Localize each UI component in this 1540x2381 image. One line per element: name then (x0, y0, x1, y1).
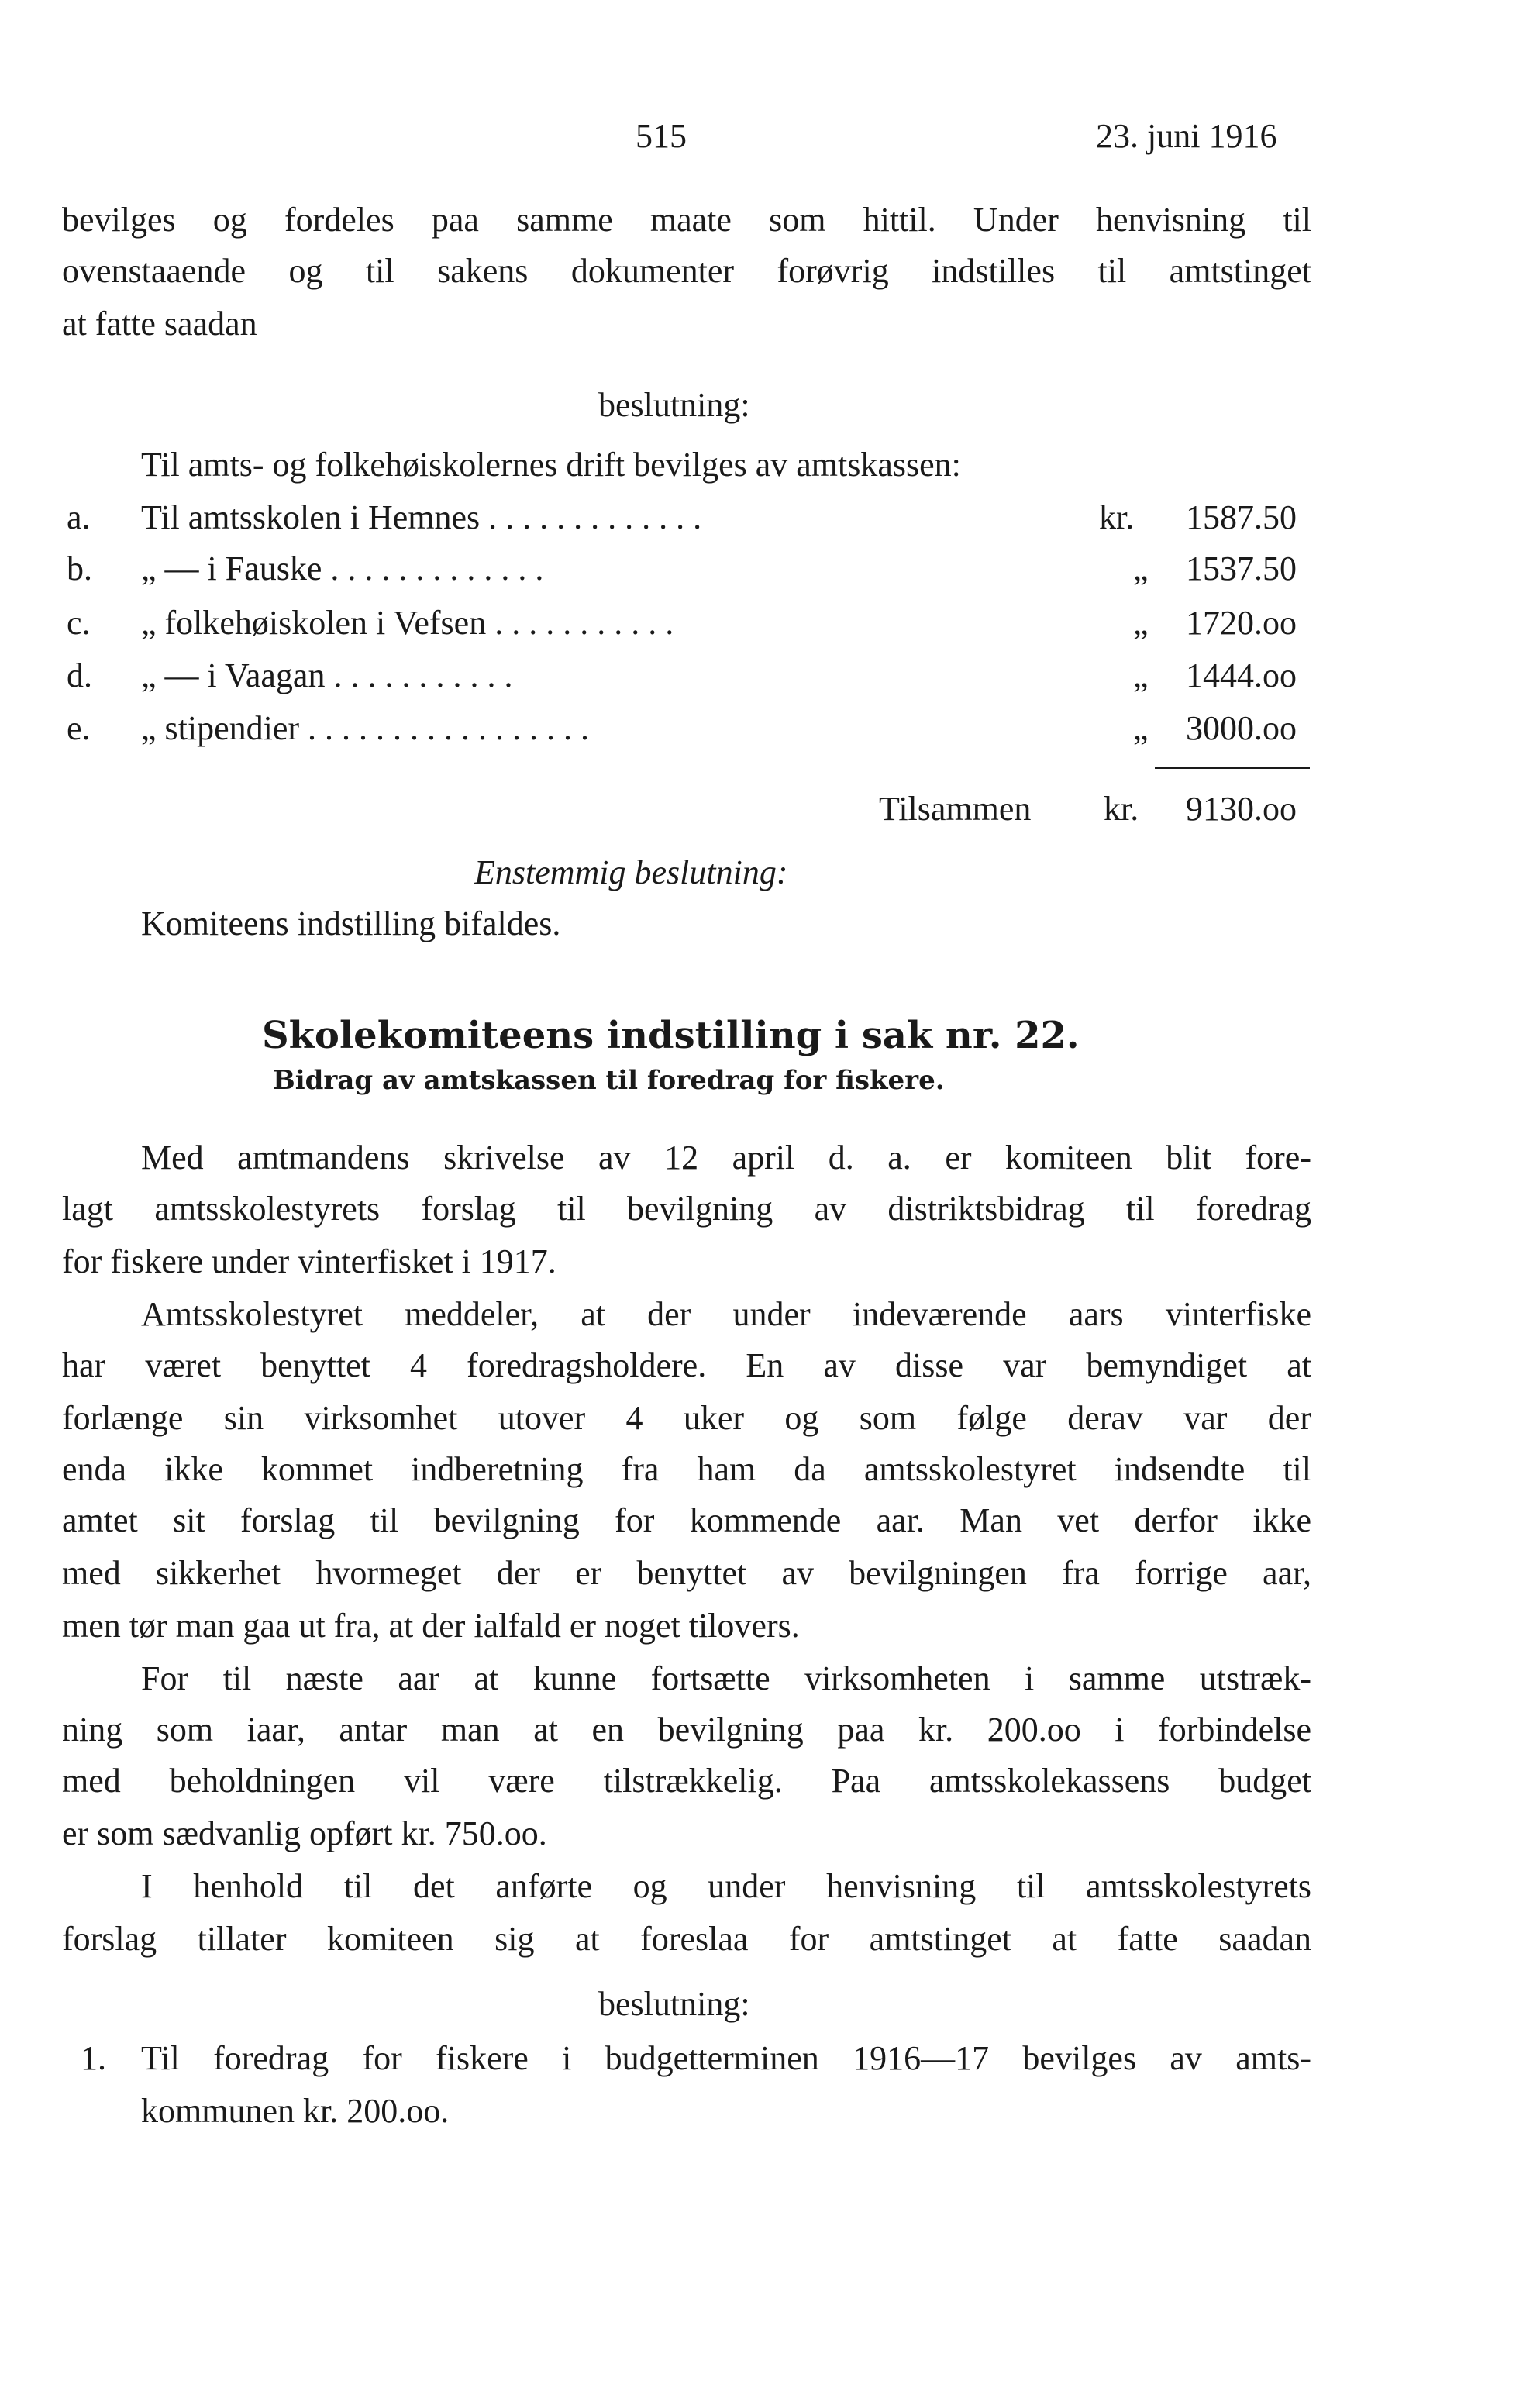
row-unit: „ (1133, 709, 1149, 747)
unanimous-text: Komiteens indstilling bifaldes. (141, 905, 561, 942)
row-amount: 1537.50 (1186, 550, 1297, 587)
section-subtitle: Bidrag av amtskassen til foredrag for fiskere. (273, 1065, 945, 1096)
row-amount: 3000.oo (1186, 709, 1297, 747)
para1-line: Med amtmandens skrivelse av 12 april d. a. er komiteen blit fore- (141, 1139, 1311, 1177)
para3-line: med beholdningen vil være tilstrækkelig. Paa amtsskolekassens budget (62, 1762, 1311, 1800)
row-unit: „ (1133, 550, 1149, 587)
para1-line: for fiskere under vinterfisket i 1917. (62, 1242, 556, 1280)
para2-line: har været benyttet 4 foredragsholdere. En av disse var bemyndiget at (62, 1346, 1311, 1384)
total-amount: 9130.oo (1186, 790, 1297, 828)
intro-line: at fatte saadan (62, 305, 257, 343)
para3-line: er som sædvanlig opført kr. 750.oo. (62, 1814, 547, 1852)
para2-line: men tør man gaa ut fra, at der ialfald er noget tilovers. (62, 1607, 800, 1645)
para1-line: lagt amtsskolestyrets forslag til bevilgning av distriktsbidrag til foredrag (62, 1190, 1311, 1228)
total-unit: kr. (1104, 790, 1139, 828)
para4-line: I henhold til det anførte og under henvisning til amtsskolestyrets (141, 1867, 1311, 1905)
resolution-item-line: kommunen kr. 200.oo. (141, 2092, 450, 2130)
page-date: 23. juni 1916 (1096, 117, 1277, 155)
intro-line: ovenstaaende og til sakens dokumenter forøvrig indstilles til amtstinget (62, 252, 1311, 290)
para3-line: ning som iaar, antar man at en bevilgning paa kr. 200.oo i forbindelse (62, 1711, 1311, 1749)
row-letter: b. (67, 550, 92, 587)
row-unit: kr. (1099, 498, 1135, 536)
row-amount: 1720.oo (1186, 604, 1297, 642)
para2-line: forlænge sin virksomhet utover 4 uker og som følge derav var der (62, 1399, 1311, 1437)
para2-line: amtet sit forslag til bevilgning for kommende aar. Man vet derfor ikke (62, 1501, 1311, 1539)
resolution-lead: Til amts- og folkehøiskolernes drift bevilges av amtskassen: (141, 446, 961, 484)
total-label: Tilsammen (879, 790, 1032, 828)
row-label: „ — i Fauske . . . . . . . . . . . . . (141, 550, 544, 587)
para2-line: Amtsskolestyret meddeler, at der under indeværende aars vinterfiske (141, 1295, 1311, 1333)
intro-line: bevilges og fordeles paa samme maate som hittil. Under henvisning til (62, 201, 1311, 239)
row-letter: d. (67, 656, 92, 694)
para2-line: enda ikke kommet indberetning fra ham da amtsskolestyret indsendte til (62, 1450, 1311, 1488)
row-letter: e. (67, 709, 91, 747)
row-unit: „ (1133, 604, 1149, 642)
row-letter: a. (67, 498, 91, 536)
row-unit: „ (1133, 656, 1149, 694)
para4-line: forslag tillater komiteen sig at foreslaa for amtstinget at fatte saadan (62, 1920, 1311, 1958)
page-number: 515 (636, 117, 687, 155)
row-label: „ stipendier . . . . . . . . . . . . . . . . . (141, 709, 590, 747)
resolution-heading: beslutning: (598, 386, 750, 424)
resolution-item-line: Til foredrag for fiskere i budgetterminen 1916—17 bevilges av amts- (141, 2039, 1311, 2077)
row-label: „ — i Vaagan . . . . . . . . . . . (141, 656, 513, 694)
row-label: „ folkehøiskolen i Vefsen . . . . . . . . . . . (141, 604, 674, 642)
resolution-item-number: 1. (81, 2039, 106, 2077)
row-amount: 1587.50 (1186, 498, 1297, 536)
resolution-heading: beslutning: (598, 1985, 750, 2023)
row-label: Til amtsskolen i Hemnes . . . . . . . . . . . . . (141, 498, 702, 536)
para3-line: For til næste aar at kunne fortsætte virksomheten i samme utstræk- (141, 1659, 1311, 1697)
row-amount: 1444.oo (1186, 656, 1297, 694)
unanimous-title: Enstemmig beslutning: (474, 853, 788, 891)
section-title: Skolekomiteens indstilling i sak nr. 22. (262, 1014, 1080, 1057)
para2-line: med sikkerhet hvormeget der er benyttet av bevilgningen fra forrige aar, (62, 1554, 1311, 1592)
sum-rule (1155, 767, 1310, 769)
row-letter: c. (67, 604, 91, 642)
